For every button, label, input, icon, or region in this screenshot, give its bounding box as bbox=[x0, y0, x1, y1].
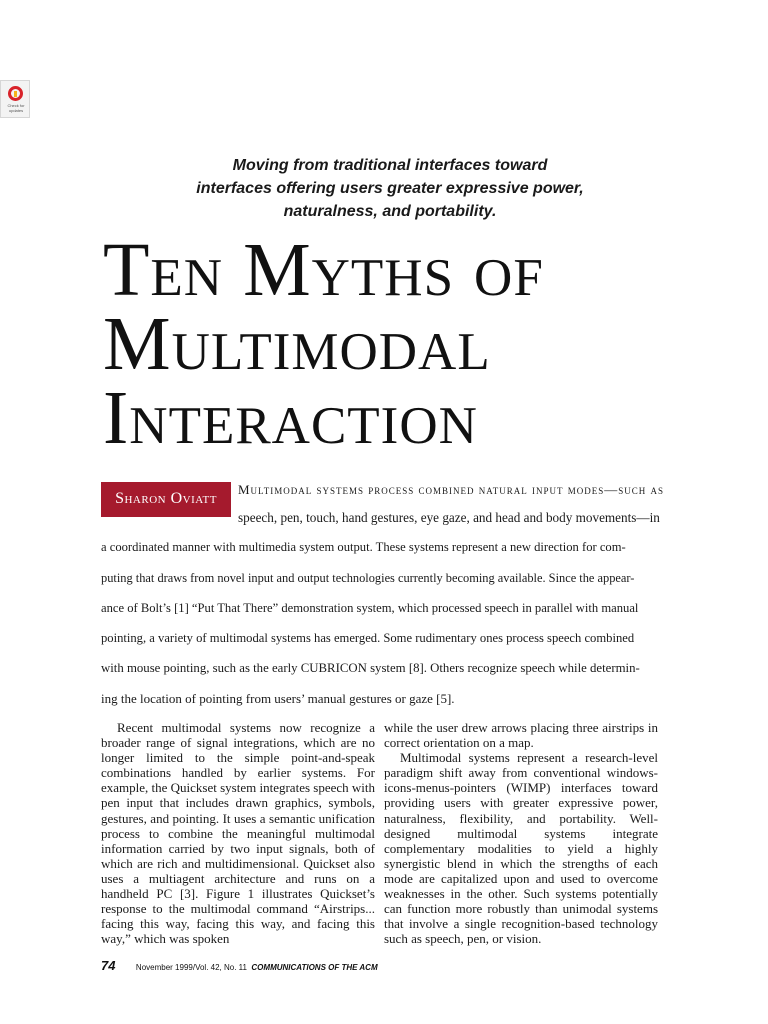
deck-line: interfaces offering users greater expressive power, bbox=[196, 180, 584, 197]
issue-info: November 1999/Vol. 42, No. 11 bbox=[135, 963, 247, 972]
deck-line: naturalness, and portability. bbox=[283, 203, 497, 220]
magazine-name: COMMUNICATIONS OF THE ACM bbox=[251, 963, 378, 972]
check-for-updates-badge[interactable] bbox=[0, 80, 30, 118]
lead-line: puting that draws from novel input and output technologies currently becoming available. Since the appear- bbox=[101, 571, 635, 585]
author-box: Sharon Oviatt bbox=[101, 482, 231, 517]
lead-line: with mouse pointing, such as the early CUBRICON system [8]. Others recognize speech while determin- bbox=[101, 661, 640, 675]
lead-line: Multimodal systems process combined natural input modes—such as bbox=[238, 482, 665, 497]
page-footer bbox=[101, 957, 378, 975]
title-line: Interaction bbox=[103, 376, 478, 460]
title-line: Ten Myths of bbox=[103, 228, 544, 312]
deck-line: Moving from traditional interfaces toward bbox=[232, 157, 548, 174]
article-title bbox=[103, 228, 723, 460]
page-number: 74 bbox=[101, 958, 116, 973]
lead-line: pointing, a variety of multimodal systems has emerged. Some rudimentary ones process speech combined bbox=[101, 631, 635, 645]
badge-label: Check for updates bbox=[7, 103, 25, 113]
body-paragraph: Recent multimodal systems now recognize a broader range of signal integrations, which are no longer limited to the simple point-and-speak combinations handled by earlier systems. For example, the Quickset system integrates speech with pen input that includes drawn graphics, symbols, gestures, and pointing. It uses a semantic unification process to combine the meaningful multimodal information carried by two input signals, both of which are rich and multidimensional. Quickset also uses a multiagent architecture and runs on a handheld PC [3]. Figure 1 illustrates Quickset’s response to the multimodal command “Airstrips... facing this way, facing this way, and facing this way,” which was spoken bbox=[101, 720, 376, 947]
lead-line: ance of Bolt’s [1] “Put That There” demonstration system, which processed speech in parallel with manual bbox=[101, 601, 639, 615]
body-paragraph: Multimodal systems represent a research-level paradigm shift away from conventional windows-icons-menus-pointers (WIMP) interfaces toward providing users with greater expressive power, naturalness, flexibility, and portability. Well-designed multimodal systems integrate complementary modalities to yield a highly synergistic blend in which the strengths of each mode are capitalized upon and used to overcome weaknesses in the other. Such systems potentially can function more robustly than unimodal systems that involve a single recognition-based technology such as speech, pen, or vision. bbox=[384, 750, 658, 947]
body-paragraph: while the user drew arrows placing three airstrips in correct orientation on a map. bbox=[384, 720, 658, 751]
article-deck bbox=[140, 154, 640, 223]
body-column-right bbox=[384, 720, 658, 946]
crossmark-icon bbox=[8, 86, 23, 101]
lead-line: a coordinated manner with multimedia system output. These systems represent a new direction for com- bbox=[101, 540, 626, 554]
lead-line: speech, pen, touch, hand gestures, eye gaze, and head and body movements—in bbox=[238, 510, 660, 525]
lead-line: ing the location of pointing from users’ manual gestures or gaze [5]. bbox=[101, 691, 455, 706]
title-line: Multimodal bbox=[103, 302, 491, 386]
body-column-left bbox=[101, 720, 375, 946]
